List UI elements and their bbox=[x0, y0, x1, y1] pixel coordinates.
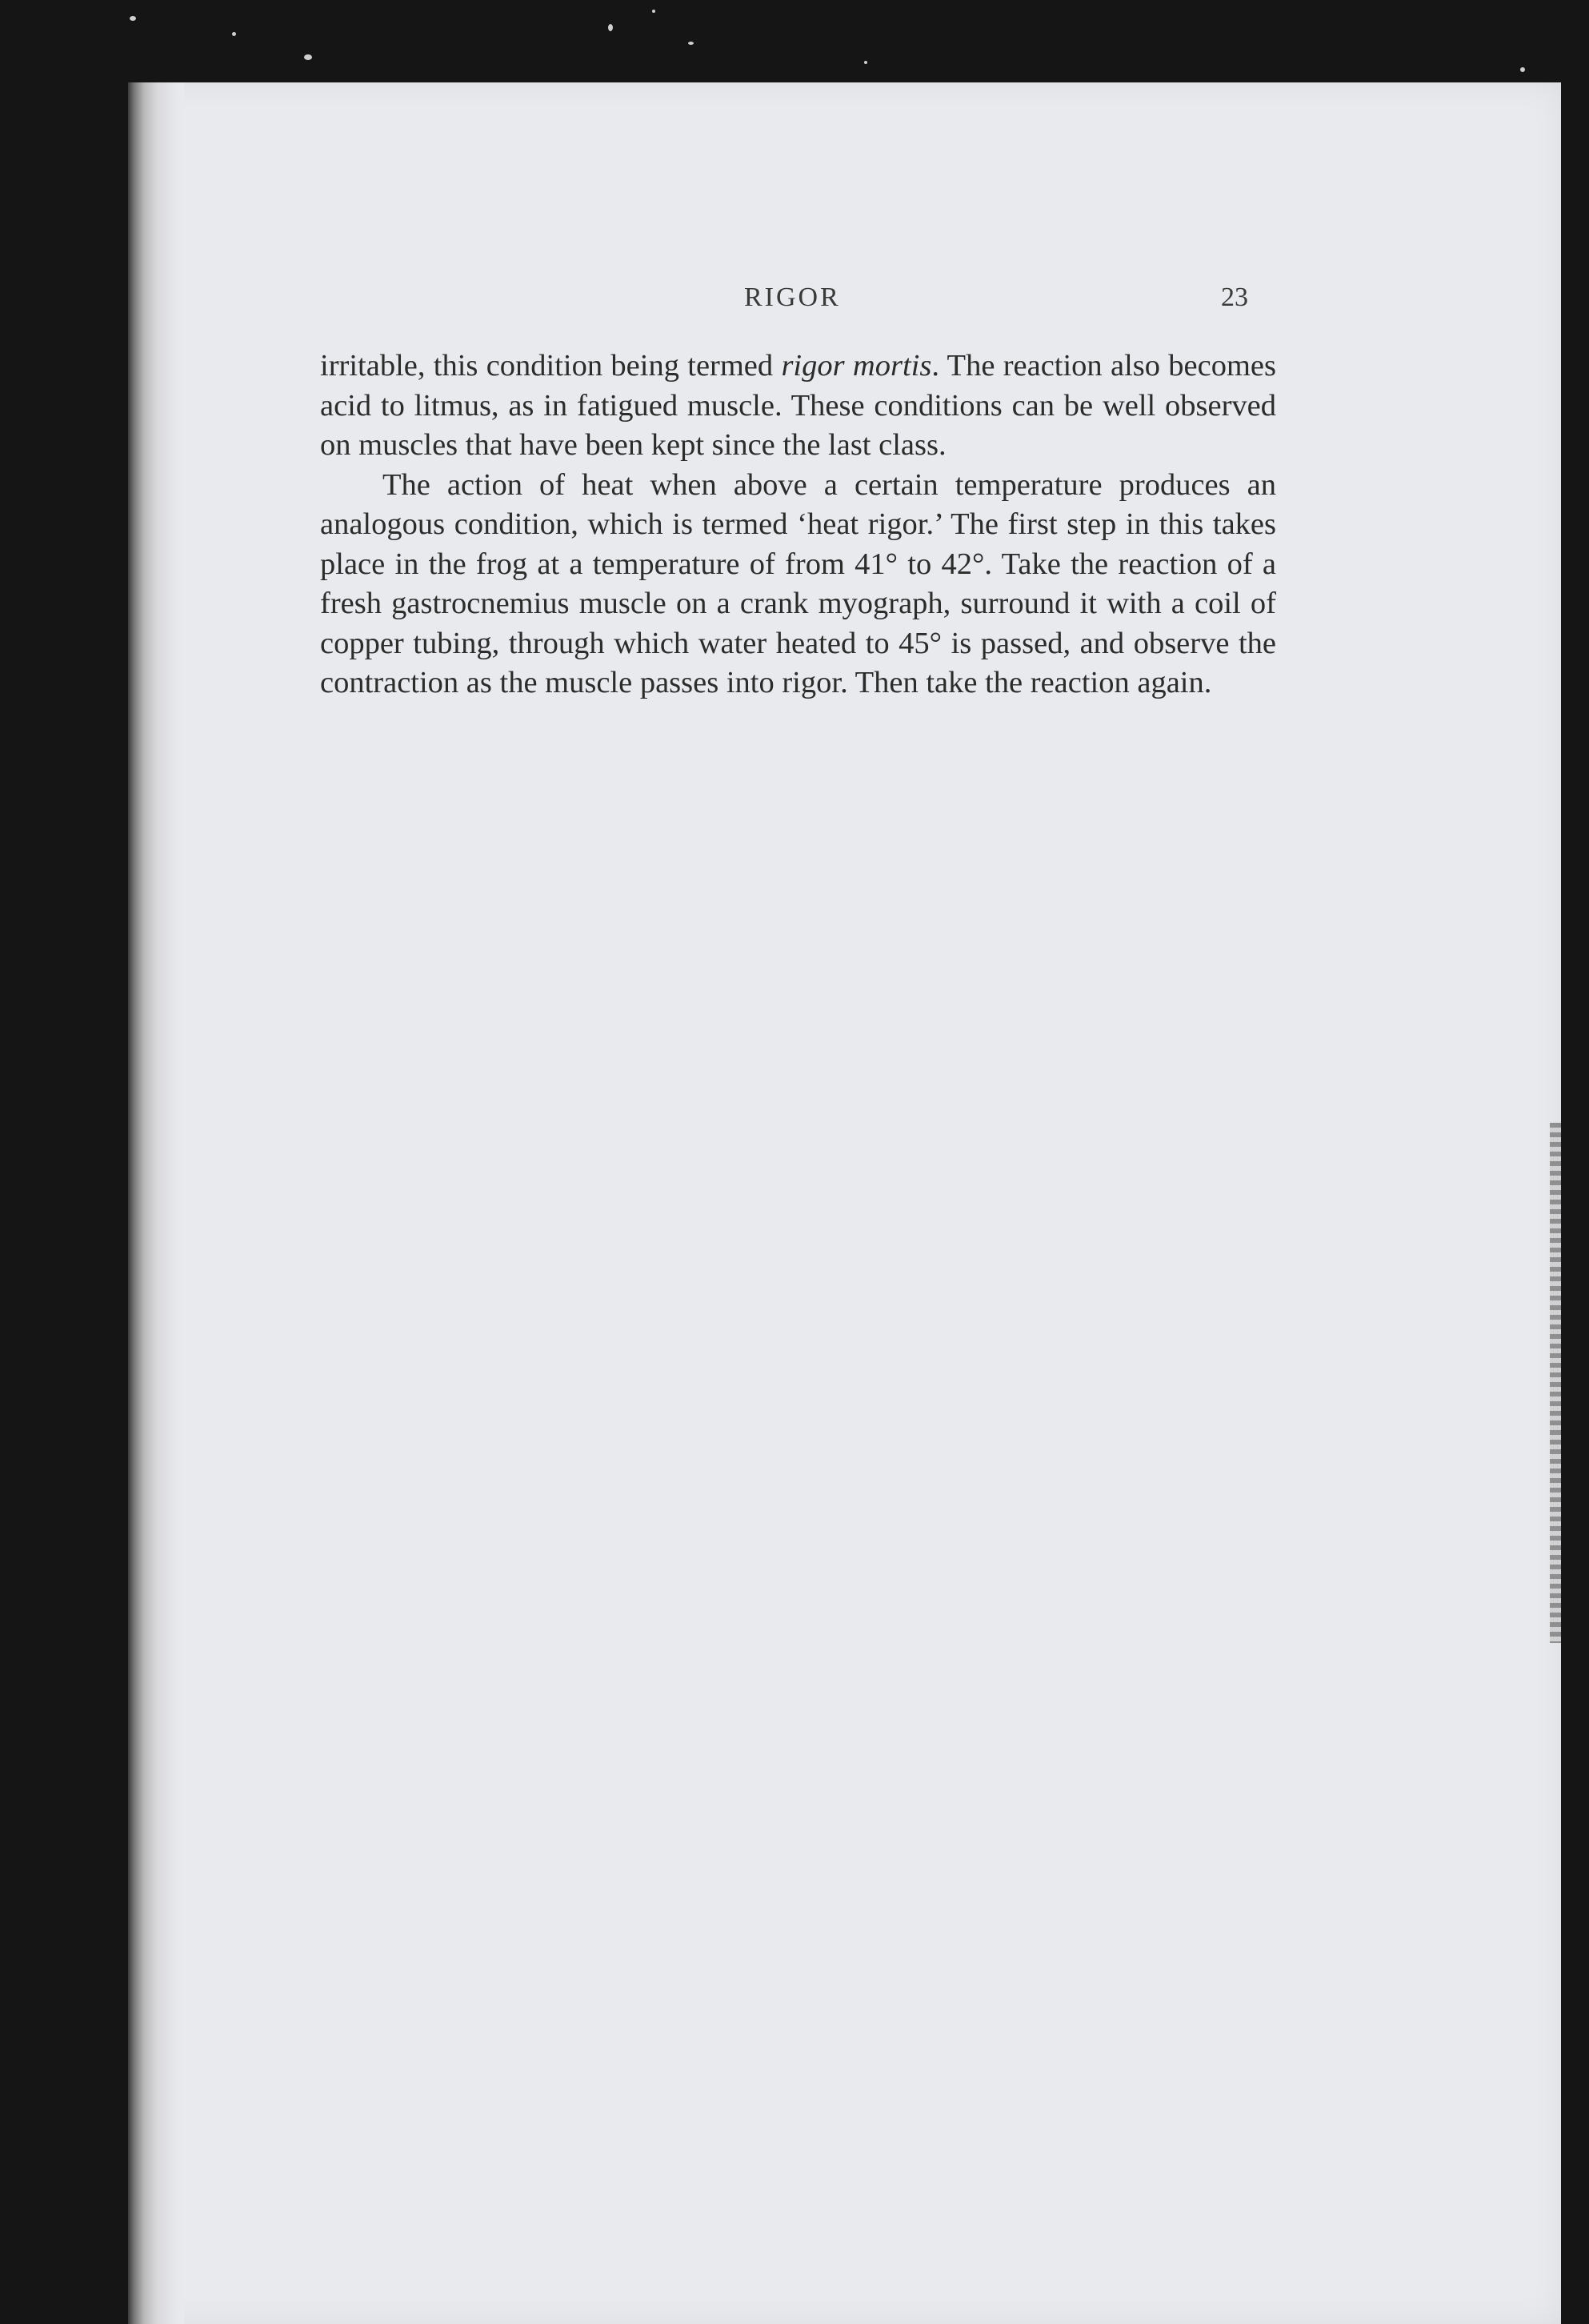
scan-speck bbox=[864, 61, 867, 64]
scan-speck bbox=[688, 42, 694, 45]
text-segment: . The reaction also becomes acid to litmus, as in fatigued muscle. These conditions can be well observed on muscles that have been kept since the last class. bbox=[320, 349, 1276, 462]
body-text bbox=[320, 347, 1276, 703]
book-page bbox=[128, 82, 1561, 2324]
scan-speck bbox=[652, 10, 655, 13]
italic-text: rigor mortis bbox=[781, 349, 932, 383]
text-segment: The action of heat when above a certain temperature produces an analogous condition, which is termed ‘heat rigor.’ The first step in this takes place in the frog at a temperature of from 41° to 42°. Take the reaction of a fresh gastrocnemius muscle on a crank myograph, surround it with a coil of copper tubing, through which water heated to 45° is passed, and observe the contraction as the muscle passes into rigor. Then take the reaction again. bbox=[320, 467, 1276, 699]
text-segment: irritable, this condition being termed bbox=[320, 349, 782, 383]
running-title: RIGOR bbox=[744, 282, 841, 312]
page-gutter-shadow bbox=[128, 82, 184, 2324]
paragraph bbox=[320, 466, 1276, 703]
page-number: 23 bbox=[1221, 282, 1248, 312]
scan-speck bbox=[232, 32, 236, 36]
scan-speck bbox=[608, 24, 613, 31]
scan-speck bbox=[304, 54, 312, 60]
page-edge-artifact bbox=[1550, 1123, 1561, 1643]
scan-speck bbox=[130, 16, 136, 21]
running-head bbox=[320, 282, 1280, 323]
scan-speck bbox=[1520, 67, 1525, 72]
paragraph bbox=[320, 347, 1276, 466]
